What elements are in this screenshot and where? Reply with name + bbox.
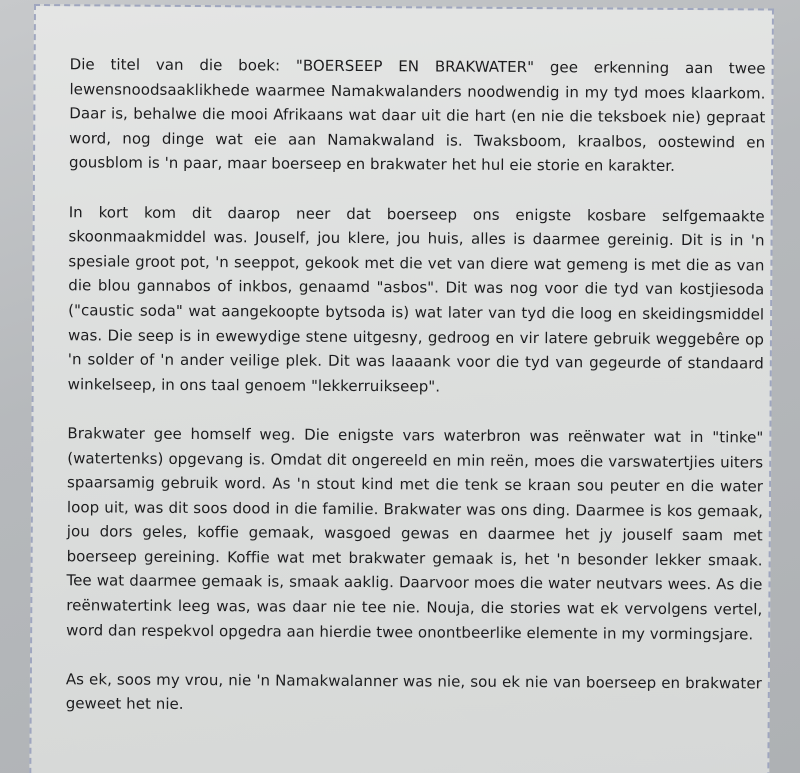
- paragraph-closing: As ek, soos my vrou, nie 'n Namakwalanner was nie, sou ek nie van boerseep en brakwater geweet het nie.: [65, 670, 762, 714]
- paragraph-boerseep: In kort kom dit daarop neer dat boerseep ons enigste kosbare selfgemaakte skoonmaakmiddel was. Jouself, jou klere, jou huis, alles is daarmee gereinig. Dit is in 'n spesiale groot pot, 'n seeppot, gekook met die vet van diere wat gemeng is met die as van die blou gannabos of inkbos, genaamd "asbos". Dit was nog voor die tyd van kostjiesoda ("caustic soda" wat aangekoopte bytsoda is) wat later van tyd die loog en skeidingsmiddel was. Die seep is in ewewydige stene uitgesny, gedroog en vir latere gebruik weggebêre op 'n solder of 'n ander veilige plek. Dit was laaaank voor die tyd van gegeurde of standaard winkelseep, in ons taal genoem "lekkerruikseep".: [67, 202, 765, 396]
- paragraph-brakwater: Brakwater gee homself weg. Die enigste vars waterbron was reënwater wat in "tinke" (watertenks) opgevang is. Omdat dit ongereeld en min reën, moes die varswatertjies uiters spaarsamig gebruik word. As 'n stout kind met die tenk se kraan sou peuter en die water loop uit, was dit soos dood in die familie. Brakwater was ons ding. Daarmee is kos gemaak, jou dors geles, koffie gemaak, wasgoed gewas en daarmee het jy jouself saam met boerseep gereining. Koffie wat met brakwater gemaak is, het 'n besonder lekker smaak. Tee wat daarmee gemaak is, smaak aaklig. Daarvoor moes die water neutvars wees. As die reënwatertink leeg was, was daar nie tee nie. Nouja, die stories wat ek vervolgens vertel, word dan respekvol opgedra aan hierdie twee onontbeerlike elemente in my vormingsjare.: [66, 424, 764, 644]
- paper-sheet: [29, 4, 774, 773]
- paragraph-title-intro: Die titel van die boek: "BOERSEEP EN BRAKWATER" gee erkenning aan twee lewensnoodsaaklikhede waarmee Namakwalanders noodwendig in my tyd moes klaarkom. Daar is, behalwe die mooi Afrikaans wat daar uit die hart (en nie die teksboek nie) gepraat word, nog dinge wat eie aan Namakwaland is. Twaksboom, kraalbos, oostewind en gousblom is 'n paar, maar boerseep en brakwater het hul eie storie en karakter.: [68, 55, 766, 176]
- body-text: [65, 52, 765, 745]
